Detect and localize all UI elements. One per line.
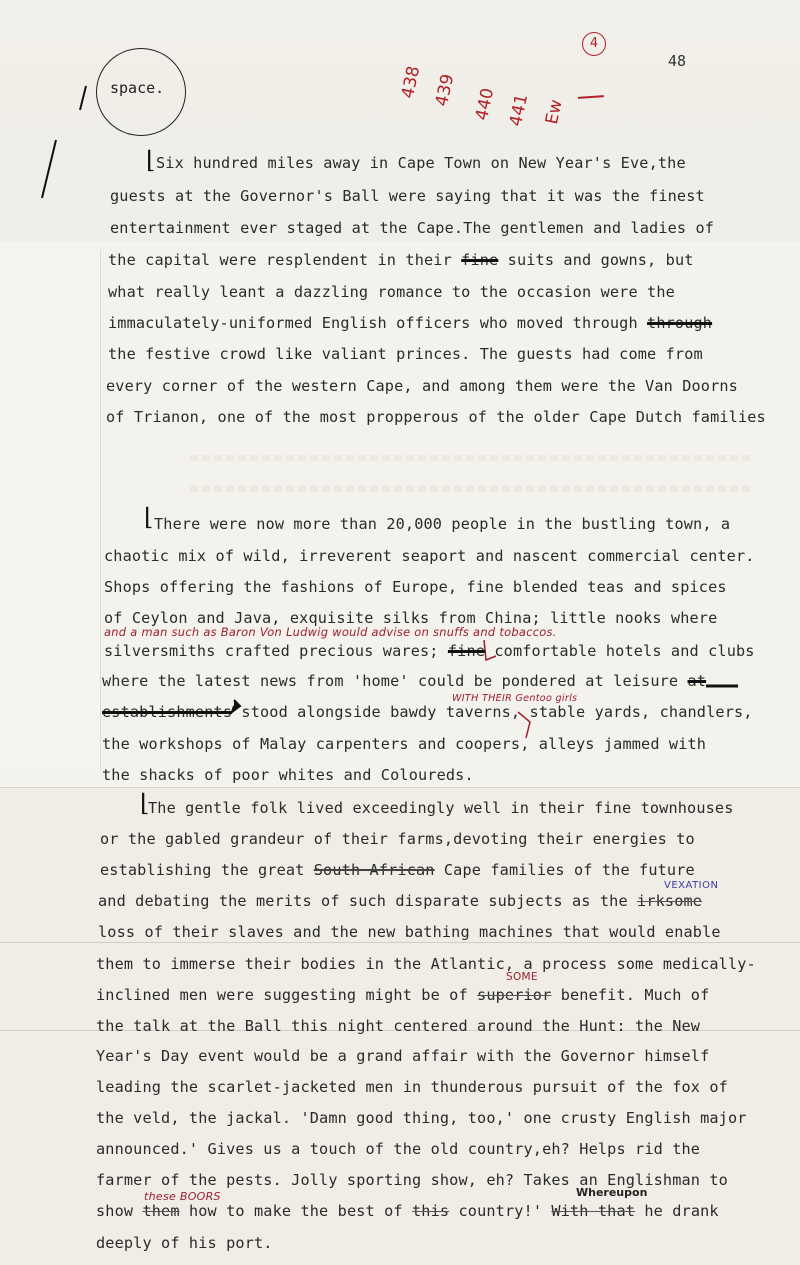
typed-text: the capital were resplendent in their <box>108 251 462 269</box>
typed-text: There were now more than 20,000 people in the bustling town, a <box>154 515 731 533</box>
typed-text: the workshops of Malay carpenters and coopers, alleys jammed with <box>102 735 707 753</box>
typed-line <box>108 345 703 363</box>
paragraph-mark: ⌊ <box>146 146 156 174</box>
typed-text: how to make the best of <box>179 1202 412 1220</box>
typed-text: the veld, the jackal. 'Damn good thing, too,' one crusty English major <box>96 1109 747 1127</box>
typed-line <box>108 314 712 332</box>
struck-text: fine <box>447 642 486 660</box>
typed-text: what really leant a dazzling romance to the occasion were the <box>108 283 675 301</box>
typed-line <box>102 766 474 784</box>
typed-line <box>96 1140 700 1158</box>
typed-text: Shops offering the fashions of Europe, fine blended teas and spices <box>104 578 727 596</box>
typed-line <box>100 830 695 848</box>
typed-text: establishing the great <box>100 861 314 879</box>
typed-text: suits and gowns, but <box>498 251 694 269</box>
reference-number: 440 <box>472 86 499 123</box>
paragraph-mark: ⌊ <box>140 789 150 817</box>
typed-text: them to immerse their bodies in the Atlantic, a process some medically- <box>96 955 756 973</box>
circled-number: 4 <box>582 32 606 56</box>
typed-text: immaculately-uniformed English officers who moved through <box>108 314 648 332</box>
handwritten-insertion: WITH THEIR Gentoo girls <box>452 693 578 704</box>
typed-line <box>96 986 709 1004</box>
typed-text: where the latest news from 'home' could be pondered at leisure <box>102 672 688 690</box>
typed-line <box>98 892 702 910</box>
typed-line <box>110 187 705 205</box>
typed-line <box>148 799 734 817</box>
typed-line <box>96 1109 747 1127</box>
typed-text: deeply of his port. <box>96 1234 273 1252</box>
typed-line <box>102 703 753 721</box>
reference-number: 438 <box>398 64 425 101</box>
typed-line <box>108 251 694 269</box>
typed-text: of Trianon, one of the most propperous of the older Cape Dutch families <box>106 408 766 426</box>
reference-number: 441 <box>506 92 533 129</box>
struck-text: With that <box>551 1202 636 1220</box>
typed-line <box>96 955 756 973</box>
typed-text: country!' <box>449 1202 552 1220</box>
typed-line <box>108 283 675 301</box>
typed-line <box>106 408 766 426</box>
struck-text: fine <box>461 251 499 269</box>
typed-line <box>104 578 727 596</box>
handwritten-correction: VEXATION <box>664 880 719 891</box>
typed-text: farmer of the pests. Jolly sporting show, eh? Takes an Englishman to <box>96 1171 728 1189</box>
typed-text: The gentle folk lived exceedingly well in their fine townhouses <box>148 799 734 817</box>
handwritten-correction: these BOORS <box>144 1190 221 1203</box>
typed-text: announced.' Gives us a touch of the old country,eh? Helps rid the <box>96 1140 701 1158</box>
typed-text: comfortable hotels and clubs <box>485 642 755 660</box>
typed-text: chaotic mix of wild, irreverent seaport and nascent commercial center. <box>104 547 755 565</box>
struck-text: through <box>647 314 713 332</box>
typed-text: or the gabled grandeur of their farms,devoting their energies to <box>100 830 695 848</box>
typed-line <box>106 377 738 395</box>
struck-text: South African <box>313 861 435 879</box>
typed-text: Cape families of the future <box>434 861 695 879</box>
typed-text: Year's Day event would be a grand affair with the Governor himself <box>96 1047 710 1065</box>
typed-text: the talk at the Ball this night centered around the Hunt: the New <box>96 1017 701 1035</box>
typed-line <box>102 735 706 753</box>
typed-text: every corner of the western Cape, and among them were the Van Doorns <box>106 377 738 395</box>
reference-number: 439 <box>432 72 459 109</box>
typed-line <box>100 861 695 879</box>
struck-text: establishments <box>102 703 233 721</box>
typed-line <box>154 515 730 533</box>
handwritten-insertion: and a man such as Baron Von Ludwig would advise on snuffs and tobaccos. <box>104 625 557 639</box>
typed-text: the shacks of poor whites and Coloureds. <box>102 766 474 784</box>
struck-text: superior <box>477 986 552 1004</box>
page-number: 48 <box>668 52 687 70</box>
typed-text: inclined men were suggesting might be of <box>96 986 478 1004</box>
paragraph-mark: ⌊ <box>144 503 154 531</box>
typed-line <box>104 642 755 660</box>
typed-text: Six hundred miles away in Cape Town on New Year's Eve,the <box>156 154 686 172</box>
typed-text: benefit. Much of <box>551 986 710 1004</box>
typed-line <box>96 1234 273 1252</box>
typed-line <box>98 923 721 941</box>
typed-line <box>96 1047 709 1065</box>
typed-line <box>96 1078 728 1096</box>
typed-text: show <box>96 1202 143 1220</box>
typed-line <box>104 547 755 565</box>
space-note: space. <box>110 79 165 97</box>
struck-text: this <box>412 1202 450 1220</box>
typed-text: and debating the merits of such disparate subjects as the <box>98 892 638 910</box>
typed-text: stood alongside bawdy taverns, stable yards, chandlers, <box>232 703 753 721</box>
struck-text: them <box>142 1202 180 1220</box>
struck-text: irksome <box>637 892 703 910</box>
typed-text: loss of their slaves and the new bathing machines that would enable <box>98 923 721 941</box>
typed-line <box>102 672 706 690</box>
typed-line <box>156 154 686 172</box>
typed-line <box>96 1202 719 1220</box>
typed-line <box>110 219 714 237</box>
handwritten-correction: SOME <box>506 971 538 983</box>
struck-text: at <box>687 672 707 690</box>
typed-text: guests at the Governor's Ball were saying that it was the finest <box>110 187 705 205</box>
typed-text: silversmiths crafted precious wares; <box>104 642 448 660</box>
typed-text: leading the scarlet-jacketed men in thunderous pursuit of the fox of <box>96 1078 728 1096</box>
reference-number: Ew <box>542 97 567 127</box>
typed-text: of Ceylon and Java, exquisite silks from China; little nooks where <box>104 609 718 627</box>
typed-text: the festive crowd like valiant princes. The guests had come from <box>108 345 703 363</box>
typed-text: entertainment ever staged at the Cape.The gentlemen and ladies of <box>110 219 715 237</box>
typed-text: he drank <box>635 1202 719 1220</box>
handwritten-correction: Whereupon <box>576 1186 648 1199</box>
typed-line <box>96 1017 700 1035</box>
